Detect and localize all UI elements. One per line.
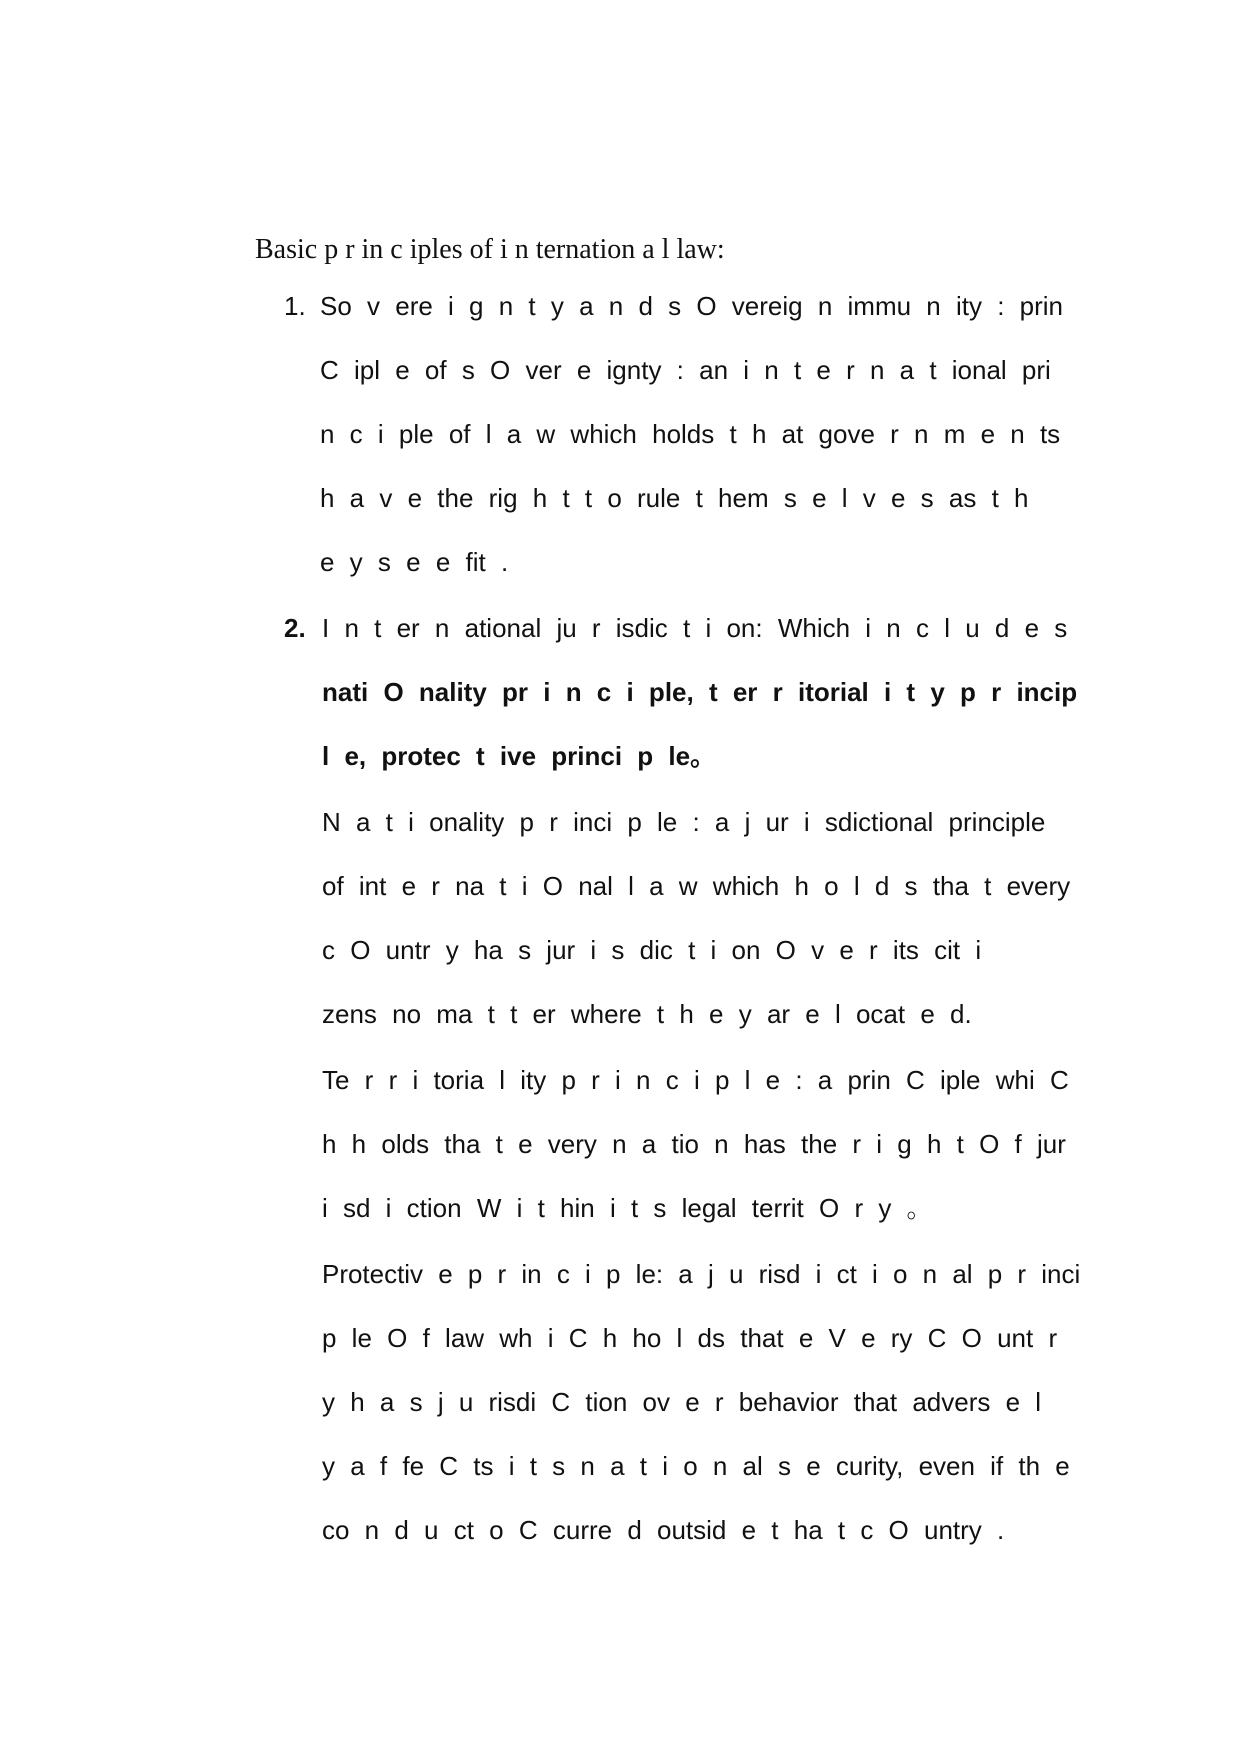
nationality-line-3: c O untr y ha s jur i s dic t i on O v e r its cit i: [322, 935, 982, 965]
protective-line-2: p le O f law wh i C h ho l ds that e V e ry C O unt r: [322, 1323, 1058, 1353]
item1-line-5: e y s e e fit .: [320, 547, 509, 577]
territoriality-line-1: Te r r i toria l ity p r i n c i p l e : a prin C iple whi C: [322, 1065, 1069, 1095]
item1-line-4: h a v e the rig h t t o rule t hem s e l v e s as t h: [320, 483, 1029, 513]
list-number-1: 1.: [284, 291, 306, 321]
protective-line-5: co n d u ct o C curre d outsid e t ha t c O untry .: [322, 1515, 1005, 1545]
protective-line-1: Protectiv e p r in c i p le: a j u risd i ct i o n al p r inci: [322, 1259, 1081, 1289]
item1-line-1: So v ere i g n t y a n d s O vereig n immu n ity : prin: [320, 291, 1064, 321]
item2-intro-line-3: l e, protec t ive princi p le。: [322, 741, 717, 771]
nationality-line-4: zens no ma t t er where t h e y ar e l ocat e d.: [322, 999, 972, 1029]
item1-line-2: C ipl e of s O ver e ignty : an i n t e r n a t ional pri: [320, 355, 1051, 385]
territoriality-line-2: h h olds tha t e very n a tio n has the r i g h t O f jur: [322, 1129, 1066, 1159]
nationality-line-1: N a t i onality p r inci p le : a j ur i sdictional principle: [322, 807, 1046, 837]
document-heading: Basic p r in c iples of i n ternation a l law:: [255, 234, 725, 265]
protective-line-4: y a f fe C ts i t s n a t i o n al s e curity, even if th e: [322, 1451, 1070, 1481]
nationality-line-2: of int e r na t i O nal l a w which h o l d s tha t every: [322, 871, 1071, 901]
item2-intro-line-2: nati O nality pr i n c i ple, t er r itorial i t y p r incip: [322, 677, 1078, 707]
list-number-2: 2.: [284, 613, 306, 643]
protective-line-3: y h a s j u risdi C tion ov e r behavior that advers e l: [322, 1387, 1042, 1417]
item2-intro-line-1: I n t er n ational ju r isdic t i on: Which i n c l u d e s: [322, 613, 1068, 643]
territoriality-line-3: i sd i ction W i t hin i t s legal territ O r y 。: [322, 1193, 933, 1223]
item1-line-3: n c i ple of l a w which holds t h at gove r n m e n ts: [320, 419, 1061, 449]
